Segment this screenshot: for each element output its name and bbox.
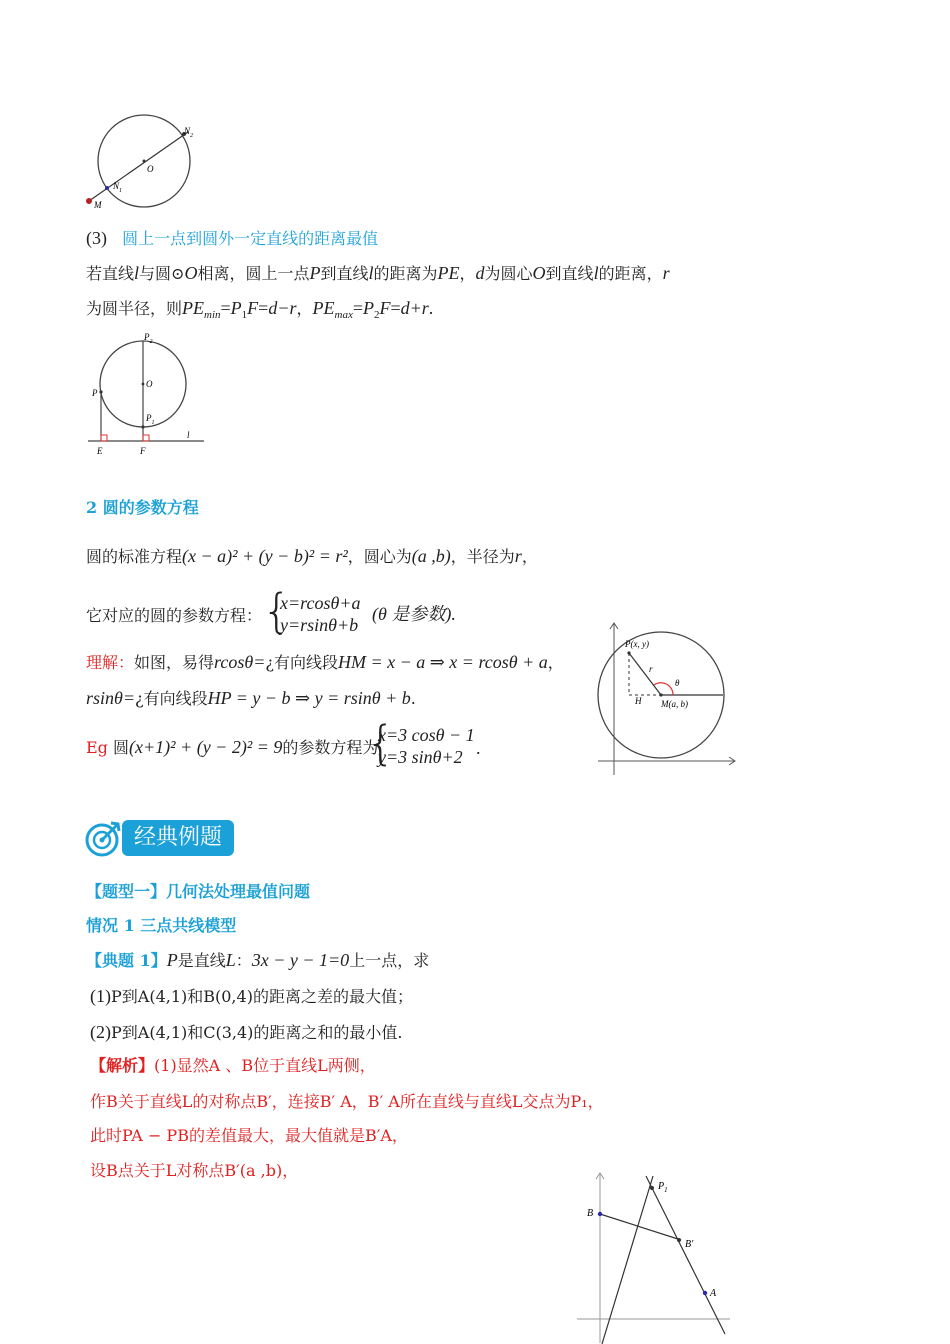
label-N2: $N_2$ [184,126,194,139]
secant-line [89,132,188,201]
example-end: . [476,738,481,758]
label-P1: $P_1$ [658,1181,668,1194]
example-brace: { [366,716,396,770]
target-arrow-icon [84,818,124,858]
system-brace: { [262,584,292,638]
solution-line-1: 【解析】(1)显然A 、B位于直线L两侧， [90,1056,376,1075]
example-system: x=3 cosθ − 1 y=3 sinθ+2 [378,725,475,767]
question-2: (2)P到A(4,1)和C(3,4)的距离之和的最小值. [90,1022,403,1042]
solution-line-3: 此时PA − PB的差值最大，最大值就是B′A， [90,1126,408,1145]
section-number: (3) [86,228,107,248]
figure-circle-line [84,328,214,460]
example-line: Eg 圆(x+1)² + (y − 2)² = 9的参数方程为 [86,737,379,757]
section-title: 圆上一点到圆外一定直线的距离最值 [122,229,379,248]
figure-circle-secant [80,108,210,218]
label-M: M [94,200,102,210]
figure-reflection [575,1168,740,1344]
example-problem: 【典题 1】P是直线L：3x − y − 1=0上一点，求 [86,950,430,970]
explanation-line-1: 理解：如图，易得rcosθ=¿有向线段HM = x − a ⇒ x = rcosθ + a， [86,652,564,672]
label-Bprime: B′ [685,1239,694,1250]
figure-parametric-circle [595,620,740,780]
label-P: P [92,388,98,398]
point-B [598,1212,602,1216]
label-theta: θ [675,678,680,688]
point-M [86,198,92,204]
paragraph-line-1: 若直线l与圆⊙O相离，圆上一点P到直线l的距离为PE，d为圆心O到直线l的距离，r [86,263,670,283]
point-P [627,651,630,654]
label-F: F [140,446,146,456]
solution-line-2: 作B关于直线L的对称点B′，连接B′ A，B′ A所在直线与直线L交点为P₁， [90,1092,604,1111]
standard-equation-line: 圆的标准方程(x − a)² + (y − b)² = r²，圆心为(a ,b)，半径为r， [86,546,538,566]
parameter-note: (θ 是参数). [372,604,456,624]
label-A: A [710,1288,717,1299]
radius-r [629,653,661,695]
label-l: l [187,430,190,440]
label-M: M(a, b) [661,699,688,709]
line-P1A [646,1176,725,1334]
question-1: (1)P到A(4,1)和B(0,4)的距离之差的最大值； [90,986,413,1006]
label-E: E [97,446,103,456]
section-3-heading [86,226,378,251]
label-P2: $P_2$ [144,332,153,345]
section-2-heading: 2 圆的参数方程 [86,498,199,517]
point-Bprime [677,1238,681,1242]
label-O: O [147,164,154,174]
point-P1 [650,1186,654,1190]
case-heading: 情况 1 三点共线模型 [86,916,237,935]
label-P: P(x, y) [625,639,649,649]
right-angle-F [143,435,149,441]
point-O [143,160,146,163]
label-r: r [649,664,653,674]
paragraph-line-2: 为圆半径，则$PE_{min}=P_1F=d-r$，$PE_{max}=P_2F=d+r$. [86,298,434,321]
type-heading: 【题型一】几何法处理最值问题 [86,882,311,901]
right-angle-E [101,435,107,441]
point-P [99,390,102,393]
label-H: H [635,696,642,706]
point-P1 [141,425,144,428]
parametric-system: x=rcosθ+a y=rsinθ+b [280,593,361,635]
point-M [659,693,662,696]
solution-line-4: 设B点关于L对称点B′(a ,b)， [90,1161,299,1180]
point-A [703,1291,707,1295]
explanation-line-2: rsinθ=¿有向线段HP = y − b ⇒ y = rsinθ + b. [86,688,416,708]
label-P1: $P_1$ [146,413,155,426]
label-B: B [587,1208,594,1219]
point-O [142,383,145,386]
parametric-equation-line: 它对应的圆的参数方程： [86,606,263,625]
label-O: O [146,379,153,389]
section-banner: 经典例题 [122,820,234,856]
label-N1: $N_1$ [113,181,123,194]
point-N1 [105,186,109,190]
